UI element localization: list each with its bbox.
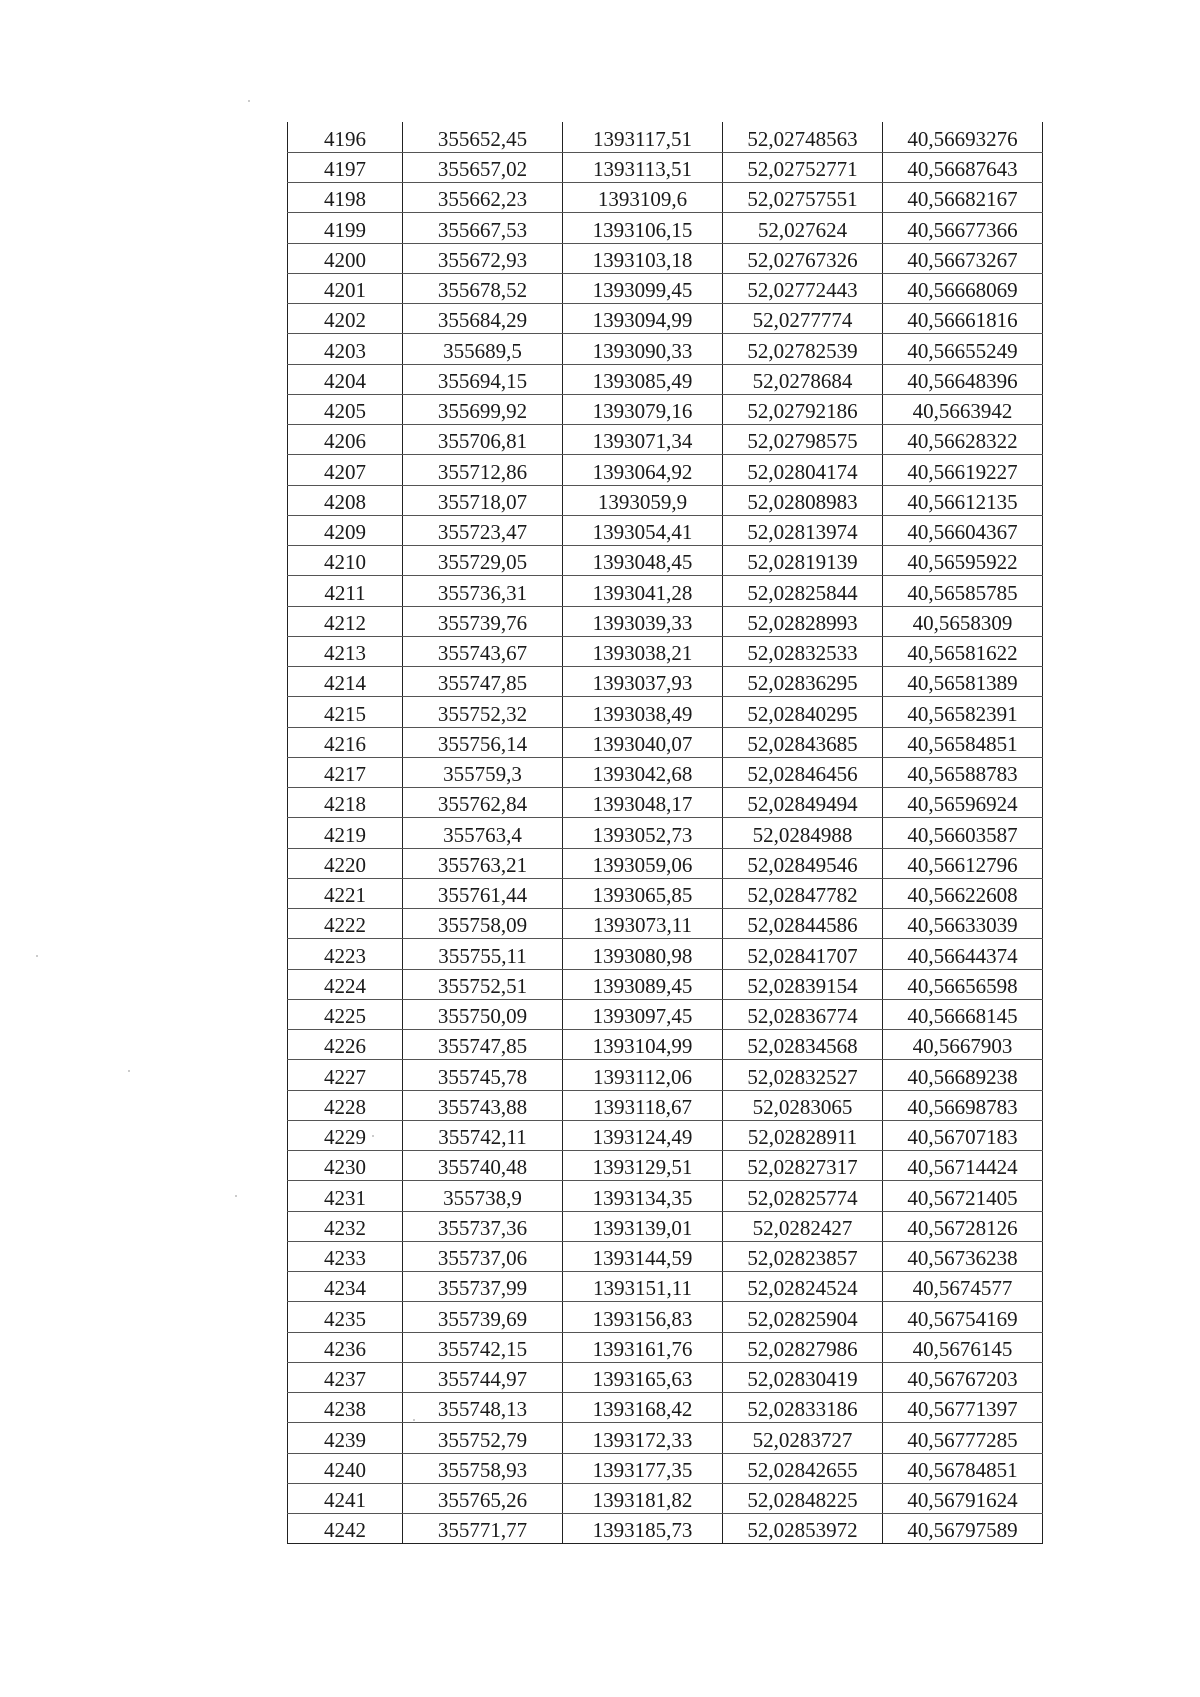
point-number-cell: 4208 [288, 485, 403, 515]
table-row [288, 1423, 1043, 1453]
x-coordinate-cell: 355763,4 [403, 818, 563, 848]
longitude-cell: 40,56585785 [883, 576, 1043, 606]
x-coordinate-cell: 355743,88 [403, 1090, 563, 1120]
point-number-cell: 4220 [288, 848, 403, 878]
point-number-cell: 4233 [288, 1241, 403, 1271]
longitude-cell: 40,5663942 [883, 394, 1043, 424]
y-coordinate-cell: 1393038,49 [563, 697, 723, 727]
point-number-cell: 4213 [288, 636, 403, 666]
y-coordinate-cell: 1393071,34 [563, 425, 723, 455]
y-coordinate-cell: 1393177,35 [563, 1453, 723, 1483]
latitude-cell: 52,02752771 [723, 152, 883, 182]
latitude-cell: 52,02792186 [723, 394, 883, 424]
point-number-cell: 4228 [288, 1090, 403, 1120]
longitude-cell: 40,5667903 [883, 1030, 1043, 1060]
x-coordinate-cell: 355739,76 [403, 606, 563, 636]
x-coordinate-cell: 355678,52 [403, 273, 563, 303]
latitude-cell: 52,0283727 [723, 1423, 883, 1453]
longitude-cell: 40,56612135 [883, 485, 1043, 515]
table-row [288, 273, 1043, 303]
y-coordinate-cell: 1393073,11 [563, 909, 723, 939]
table-row [288, 122, 1043, 152]
y-coordinate-cell: 1393048,45 [563, 546, 723, 576]
longitude-cell: 40,56648396 [883, 364, 1043, 394]
latitude-cell: 52,02782539 [723, 334, 883, 364]
x-coordinate-cell: 355759,3 [403, 757, 563, 787]
x-coordinate-cell: 355712,86 [403, 455, 563, 485]
scan-speck [372, 1135, 374, 1137]
latitude-cell: 52,02836295 [723, 667, 883, 697]
table-row [288, 848, 1043, 878]
y-coordinate-cell: 1393079,16 [563, 394, 723, 424]
longitude-cell: 40,56698783 [883, 1090, 1043, 1120]
x-coordinate-cell: 355747,85 [403, 667, 563, 697]
y-coordinate-cell: 1393118,67 [563, 1090, 723, 1120]
point-number-cell: 4222 [288, 909, 403, 939]
latitude-cell: 52,02836774 [723, 999, 883, 1029]
latitude-cell: 52,02846456 [723, 757, 883, 787]
x-coordinate-cell: 355723,47 [403, 515, 563, 545]
x-coordinate-cell: 355752,32 [403, 697, 563, 727]
latitude-cell: 52,02839154 [723, 969, 883, 999]
latitude-cell: 52,02748563 [723, 122, 883, 152]
latitude-cell: 52,02834568 [723, 1030, 883, 1060]
longitude-cell: 40,56707183 [883, 1120, 1043, 1150]
point-number-cell: 4201 [288, 273, 403, 303]
y-coordinate-cell: 1393080,98 [563, 939, 723, 969]
y-coordinate-cell: 1393161,76 [563, 1332, 723, 1362]
x-coordinate-cell: 355689,5 [403, 334, 563, 364]
x-coordinate-cell: 355652,45 [403, 122, 563, 152]
point-number-cell: 4237 [288, 1362, 403, 1392]
longitude-cell: 40,56677366 [883, 213, 1043, 243]
point-number-cell: 4196 [288, 122, 403, 152]
y-coordinate-cell: 1393185,73 [563, 1514, 723, 1544]
table-row [288, 909, 1043, 939]
y-coordinate-cell: 1393097,45 [563, 999, 723, 1029]
y-coordinate-cell: 1393059,9 [563, 485, 723, 515]
y-coordinate-cell: 1393156,83 [563, 1302, 723, 1332]
point-number-cell: 4242 [288, 1514, 403, 1544]
longitude-cell: 40,56797589 [883, 1514, 1043, 1544]
x-coordinate-cell: 355718,07 [403, 485, 563, 515]
latitude-cell: 52,02847782 [723, 878, 883, 908]
latitude-cell: 52,02849546 [723, 848, 883, 878]
latitude-cell: 52,02827986 [723, 1332, 883, 1362]
latitude-cell: 52,02808983 [723, 485, 883, 515]
longitude-cell: 40,56791624 [883, 1483, 1043, 1513]
table-row [288, 394, 1043, 424]
coordinates-table-body [288, 122, 1043, 1544]
point-number-cell: 4217 [288, 757, 403, 787]
x-coordinate-cell: 355758,09 [403, 909, 563, 939]
point-number-cell: 4219 [288, 818, 403, 848]
table-row [288, 243, 1043, 273]
longitude-cell: 40,56668069 [883, 273, 1043, 303]
longitude-cell: 40,56754169 [883, 1302, 1043, 1332]
x-coordinate-cell: 355747,85 [403, 1030, 563, 1060]
y-coordinate-cell: 1393181,82 [563, 1483, 723, 1513]
x-coordinate-cell: 355684,29 [403, 304, 563, 334]
longitude-cell: 40,56661816 [883, 304, 1043, 334]
x-coordinate-cell: 355699,92 [403, 394, 563, 424]
point-number-cell: 4240 [288, 1453, 403, 1483]
x-coordinate-cell: 355761,44 [403, 878, 563, 908]
x-coordinate-cell: 355742,11 [403, 1120, 563, 1150]
x-coordinate-cell: 355752,79 [403, 1423, 563, 1453]
x-coordinate-cell: 355752,51 [403, 969, 563, 999]
latitude-cell: 52,02819139 [723, 546, 883, 576]
x-coordinate-cell: 355672,93 [403, 243, 563, 273]
point-number-cell: 4234 [288, 1272, 403, 1302]
latitude-cell: 52,02844586 [723, 909, 883, 939]
y-coordinate-cell: 1393059,06 [563, 848, 723, 878]
point-number-cell: 4223 [288, 939, 403, 969]
scan-speck [248, 100, 250, 102]
latitude-cell: 52,0283065 [723, 1090, 883, 1120]
latitude-cell: 52,02798575 [723, 425, 883, 455]
y-coordinate-cell: 1393106,15 [563, 213, 723, 243]
point-number-cell: 4205 [288, 394, 403, 424]
table-row [288, 727, 1043, 757]
coordinates-table [287, 122, 1043, 1544]
x-coordinate-cell: 355737,36 [403, 1211, 563, 1241]
point-number-cell: 4238 [288, 1393, 403, 1423]
table-row [288, 667, 1043, 697]
table-row [288, 1393, 1043, 1423]
longitude-cell: 40,56603587 [883, 818, 1043, 848]
table-row [288, 1030, 1043, 1060]
x-coordinate-cell: 355737,99 [403, 1272, 563, 1302]
longitude-cell: 40,56619227 [883, 455, 1043, 485]
latitude-cell: 52,02849494 [723, 788, 883, 818]
latitude-cell: 52,027624 [723, 213, 883, 243]
longitude-cell: 40,56777285 [883, 1423, 1043, 1453]
longitude-cell: 40,56693276 [883, 122, 1043, 152]
y-coordinate-cell: 1393144,59 [563, 1241, 723, 1271]
y-coordinate-cell: 1393151,11 [563, 1272, 723, 1302]
longitude-cell: 40,56784851 [883, 1453, 1043, 1483]
point-number-cell: 4239 [288, 1423, 403, 1453]
y-coordinate-cell: 1393103,18 [563, 243, 723, 273]
table-row [288, 152, 1043, 182]
table-row [288, 183, 1043, 213]
table-row [288, 939, 1043, 969]
y-coordinate-cell: 1393124,49 [563, 1120, 723, 1150]
point-number-cell: 4218 [288, 788, 403, 818]
table-row [288, 697, 1043, 727]
longitude-cell: 40,56581622 [883, 636, 1043, 666]
point-number-cell: 4236 [288, 1332, 403, 1362]
y-coordinate-cell: 1393039,33 [563, 606, 723, 636]
x-coordinate-cell: 355750,09 [403, 999, 563, 1029]
y-coordinate-cell: 1393168,42 [563, 1393, 723, 1423]
x-coordinate-cell: 355745,78 [403, 1060, 563, 1090]
longitude-cell: 40,56655249 [883, 334, 1043, 364]
longitude-cell: 40,56588783 [883, 757, 1043, 787]
table-row [288, 636, 1043, 666]
y-coordinate-cell: 1393134,35 [563, 1181, 723, 1211]
longitude-cell: 40,56656598 [883, 969, 1043, 999]
longitude-cell: 40,56721405 [883, 1181, 1043, 1211]
table-row [288, 425, 1043, 455]
x-coordinate-cell: 355748,13 [403, 1393, 563, 1423]
table-row [288, 515, 1043, 545]
point-number-cell: 4225 [288, 999, 403, 1029]
latitude-cell: 52,02813974 [723, 515, 883, 545]
latitude-cell: 52,02823857 [723, 1241, 883, 1271]
table-row [288, 999, 1043, 1029]
table-row [288, 1060, 1043, 1090]
y-coordinate-cell: 1393090,33 [563, 334, 723, 364]
table-row [288, 606, 1043, 636]
x-coordinate-cell: 355738,9 [403, 1181, 563, 1211]
point-number-cell: 4207 [288, 455, 403, 485]
longitude-cell: 40,56728126 [883, 1211, 1043, 1241]
table-row [288, 485, 1043, 515]
longitude-cell: 40,56622608 [883, 878, 1043, 908]
longitude-cell: 40,56633039 [883, 909, 1043, 939]
latitude-cell: 52,02828993 [723, 606, 883, 636]
y-coordinate-cell: 1393139,01 [563, 1211, 723, 1241]
table-row [288, 576, 1043, 606]
point-number-cell: 4216 [288, 727, 403, 757]
x-coordinate-cell: 355755,11 [403, 939, 563, 969]
table-row [288, 455, 1043, 485]
y-coordinate-cell: 1393117,51 [563, 122, 723, 152]
table-row [288, 364, 1043, 394]
x-coordinate-cell: 355740,48 [403, 1151, 563, 1181]
x-coordinate-cell: 355762,84 [403, 788, 563, 818]
x-coordinate-cell: 355657,02 [403, 152, 563, 182]
latitude-cell: 52,02853972 [723, 1514, 883, 1544]
point-number-cell: 4203 [288, 334, 403, 364]
table-row [288, 1272, 1043, 1302]
table-row [288, 969, 1043, 999]
longitude-cell: 40,56595922 [883, 546, 1043, 576]
table-row [288, 213, 1043, 243]
point-number-cell: 4200 [288, 243, 403, 273]
longitude-cell: 40,56628322 [883, 425, 1043, 455]
point-number-cell: 4235 [288, 1302, 403, 1332]
point-number-cell: 4227 [288, 1060, 403, 1090]
longitude-cell: 40,5676145 [883, 1332, 1043, 1362]
table-row [288, 546, 1043, 576]
point-number-cell: 4209 [288, 515, 403, 545]
scan-speck [413, 1419, 415, 1421]
table-row [288, 334, 1043, 364]
y-coordinate-cell: 1393040,07 [563, 727, 723, 757]
table-row [288, 818, 1043, 848]
latitude-cell: 52,02830419 [723, 1362, 883, 1392]
latitude-cell: 52,02827317 [723, 1151, 883, 1181]
longitude-cell: 40,56596924 [883, 788, 1043, 818]
y-coordinate-cell: 1393054,41 [563, 515, 723, 545]
x-coordinate-cell: 355771,77 [403, 1514, 563, 1544]
y-coordinate-cell: 1393041,28 [563, 576, 723, 606]
y-coordinate-cell: 1393094,99 [563, 304, 723, 334]
table-row [288, 1120, 1043, 1150]
scan-speck [128, 1070, 130, 1072]
longitude-cell: 40,56581389 [883, 667, 1043, 697]
y-coordinate-cell: 1393052,73 [563, 818, 723, 848]
point-number-cell: 4199 [288, 213, 403, 243]
latitude-cell: 52,02832527 [723, 1060, 883, 1090]
longitude-cell: 40,56612796 [883, 848, 1043, 878]
x-coordinate-cell: 355743,67 [403, 636, 563, 666]
y-coordinate-cell: 1393038,21 [563, 636, 723, 666]
point-number-cell: 4215 [288, 697, 403, 727]
y-coordinate-cell: 1393042,68 [563, 757, 723, 787]
point-number-cell: 4231 [288, 1181, 403, 1211]
latitude-cell: 52,0277774 [723, 304, 883, 334]
longitude-cell: 40,56582391 [883, 697, 1043, 727]
latitude-cell: 52,02843685 [723, 727, 883, 757]
longitude-cell: 40,56584851 [883, 727, 1043, 757]
table-row [288, 757, 1043, 787]
table-row [288, 878, 1043, 908]
latitude-cell: 52,02825844 [723, 576, 883, 606]
y-coordinate-cell: 1393112,06 [563, 1060, 723, 1090]
point-number-cell: 4206 [288, 425, 403, 455]
table-row [288, 1302, 1043, 1332]
y-coordinate-cell: 1393064,92 [563, 455, 723, 485]
latitude-cell: 52,02757551 [723, 183, 883, 213]
point-number-cell: 4241 [288, 1483, 403, 1513]
point-number-cell: 4202 [288, 304, 403, 334]
point-number-cell: 4221 [288, 878, 403, 908]
point-number-cell: 4212 [288, 606, 403, 636]
longitude-cell: 40,56682167 [883, 183, 1043, 213]
latitude-cell: 52,02767326 [723, 243, 883, 273]
latitude-cell: 52,02825904 [723, 1302, 883, 1332]
table-row [288, 1151, 1043, 1181]
point-number-cell: 4232 [288, 1211, 403, 1241]
y-coordinate-cell: 1393085,49 [563, 364, 723, 394]
longitude-cell: 40,5658309 [883, 606, 1043, 636]
latitude-cell: 52,02842655 [723, 1453, 883, 1483]
latitude-cell: 52,02804174 [723, 455, 883, 485]
point-number-cell: 4210 [288, 546, 403, 576]
x-coordinate-cell: 355694,15 [403, 364, 563, 394]
scan-speck [235, 1195, 237, 1197]
latitude-cell: 52,02841707 [723, 939, 883, 969]
x-coordinate-cell: 355706,81 [403, 425, 563, 455]
point-number-cell: 4224 [288, 969, 403, 999]
longitude-cell: 40,5674577 [883, 1272, 1043, 1302]
latitude-cell: 52,0278684 [723, 364, 883, 394]
table-row [288, 1483, 1043, 1513]
y-coordinate-cell: 1393048,17 [563, 788, 723, 818]
y-coordinate-cell: 1393037,93 [563, 667, 723, 697]
longitude-cell: 40,56668145 [883, 999, 1043, 1029]
table-row [288, 304, 1043, 334]
x-coordinate-cell: 355737,06 [403, 1241, 563, 1271]
x-coordinate-cell: 355765,26 [403, 1483, 563, 1513]
longitude-cell: 40,56604367 [883, 515, 1043, 545]
y-coordinate-cell: 1393104,99 [563, 1030, 723, 1060]
scan-speck [36, 955, 38, 957]
latitude-cell: 52,02772443 [723, 273, 883, 303]
longitude-cell: 40,56767203 [883, 1362, 1043, 1392]
x-coordinate-cell: 355756,14 [403, 727, 563, 757]
point-number-cell: 4197 [288, 152, 403, 182]
x-coordinate-cell: 355729,05 [403, 546, 563, 576]
table-row [288, 1362, 1043, 1392]
latitude-cell: 52,02840295 [723, 697, 883, 727]
point-number-cell: 4226 [288, 1030, 403, 1060]
y-coordinate-cell: 1393109,6 [563, 183, 723, 213]
point-number-cell: 4204 [288, 364, 403, 394]
x-coordinate-cell: 355763,21 [403, 848, 563, 878]
point-number-cell: 4198 [288, 183, 403, 213]
x-coordinate-cell: 355739,69 [403, 1302, 563, 1332]
table-row [288, 788, 1043, 818]
table-row [288, 1514, 1043, 1544]
y-coordinate-cell: 1393065,85 [563, 878, 723, 908]
latitude-cell: 52,02833186 [723, 1393, 883, 1423]
y-coordinate-cell: 1393113,51 [563, 152, 723, 182]
point-number-cell: 4229 [288, 1120, 403, 1150]
longitude-cell: 40,56689238 [883, 1060, 1043, 1090]
y-coordinate-cell: 1393099,45 [563, 273, 723, 303]
longitude-cell: 40,56736238 [883, 1241, 1043, 1271]
longitude-cell: 40,56673267 [883, 243, 1043, 273]
latitude-cell: 52,02824524 [723, 1272, 883, 1302]
x-coordinate-cell: 355744,97 [403, 1362, 563, 1392]
latitude-cell: 52,02828911 [723, 1120, 883, 1150]
latitude-cell: 52,02848225 [723, 1483, 883, 1513]
y-coordinate-cell: 1393129,51 [563, 1151, 723, 1181]
table-row [288, 1241, 1043, 1271]
table-row [288, 1453, 1043, 1483]
table-row [288, 1181, 1043, 1211]
latitude-cell: 52,02825774 [723, 1181, 883, 1211]
longitude-cell: 40,56687643 [883, 152, 1043, 182]
latitude-cell: 52,02832533 [723, 636, 883, 666]
table-row [288, 1211, 1043, 1241]
longitude-cell: 40,56771397 [883, 1393, 1043, 1423]
x-coordinate-cell: 355742,15 [403, 1332, 563, 1362]
y-coordinate-cell: 1393165,63 [563, 1362, 723, 1392]
table-row [288, 1332, 1043, 1362]
point-number-cell: 4211 [288, 576, 403, 606]
x-coordinate-cell: 355662,23 [403, 183, 563, 213]
latitude-cell: 52,0284988 [723, 818, 883, 848]
point-number-cell: 4214 [288, 667, 403, 697]
longitude-cell: 40,56714424 [883, 1151, 1043, 1181]
point-number-cell: 4230 [288, 1151, 403, 1181]
longitude-cell: 40,56644374 [883, 939, 1043, 969]
x-coordinate-cell: 355667,53 [403, 213, 563, 243]
y-coordinate-cell: 1393172,33 [563, 1423, 723, 1453]
latitude-cell: 52,0282427 [723, 1211, 883, 1241]
y-coordinate-cell: 1393089,45 [563, 969, 723, 999]
x-coordinate-cell: 355736,31 [403, 576, 563, 606]
x-coordinate-cell: 355758,93 [403, 1453, 563, 1483]
table-row [288, 1090, 1043, 1120]
